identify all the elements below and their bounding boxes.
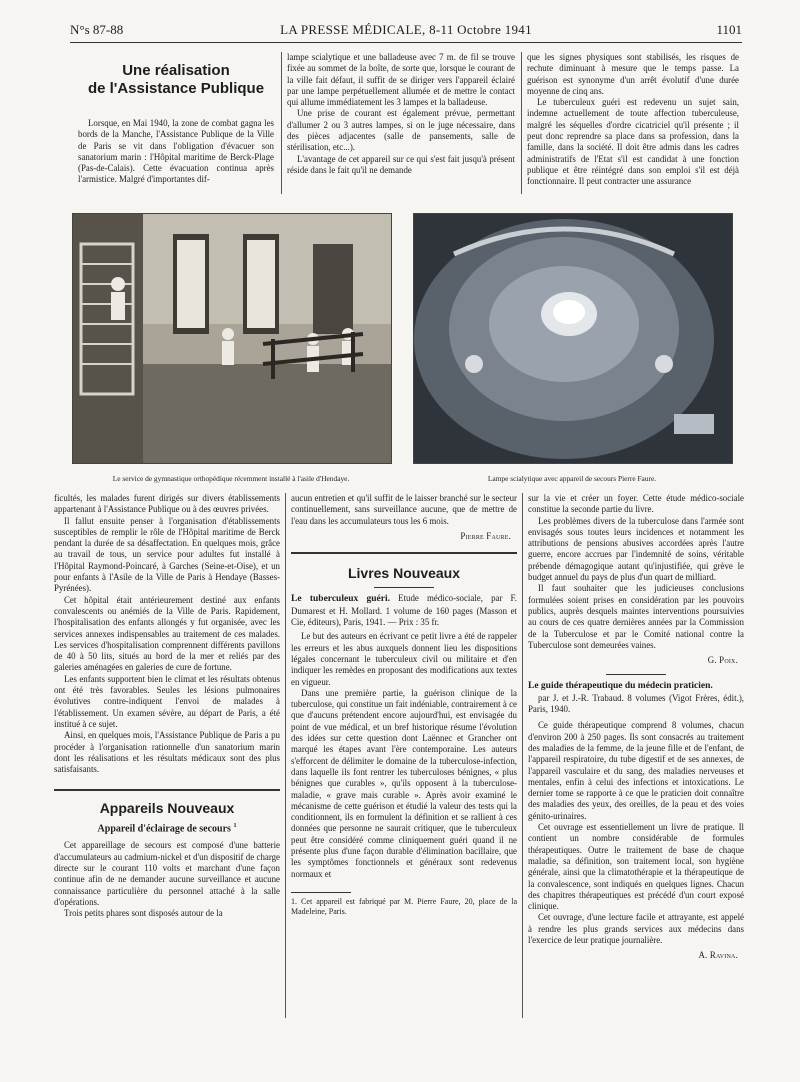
gymnasium-photo bbox=[72, 213, 392, 464]
gymnasium-caption: Le service de gymnastique orthopédique récemment installé à l'asile d'Hendaye. bbox=[112, 474, 350, 483]
title-underline bbox=[374, 587, 434, 588]
journal-title-date: LA PRESSE MÉDICALE, 8-11 Octobre 1941 bbox=[280, 22, 532, 37]
paragraph: Trois petits phares sont disposés autour de la bbox=[64, 908, 223, 919]
header-rule bbox=[70, 42, 742, 43]
subtitle-text: Appareil d'éclairage de secours bbox=[97, 823, 231, 835]
article-assistance-publique-top bbox=[78, 62, 274, 186]
footnote-marker: 1 bbox=[233, 822, 237, 829]
column-divider bbox=[522, 493, 523, 1018]
book-title-guide: Le guide thérapeutique du médecin praticien. bbox=[528, 681, 713, 692]
section-rule bbox=[54, 789, 280, 791]
paragraph: Il faut souhaiter que les judicieuses conclusions formulées soient prises en considération par les pouvoirs publics, auprès desquels maintes interventions poursuivies au cours de ces quatre dernières années par la Commission de la Tuberculose et par le Comité national contre la Tuberculose sont demeurées vaines. bbox=[528, 583, 744, 650]
paragraph: Cet ouvrage, d'une lecture facile et attrayante, est appelé à rendre les plus grands services aux médecins dans l'exercice de leur pratique journalière. bbox=[528, 912, 744, 945]
page-header bbox=[70, 22, 742, 40]
column-divider bbox=[521, 52, 522, 194]
paragraph: Lorsque, en Mai 1940, la zone de combat gagna les bords de la Manche, l'Assistance Publique de la Ville de Paris se vit dans l'obligation d'évacuer son sanatorium marin : l'Hôpital maritime de Berck-Plage (Pas-de-Calais). Cette évacuation continua après l'armistice. Malgré d'importantes dif- bbox=[78, 118, 274, 185]
paragraph: Une prise de courant est également prévue, permettant d'allumer 2 ou 3 autres lampes, si on le juge nécessaire, dans des pièces adjacentes (salle de pansements, salle de stérilisation, etc...). bbox=[287, 108, 515, 153]
lamp-illustration bbox=[414, 214, 732, 463]
paragraph: Le but des auteurs en écrivant ce petit livre a été de rappeler les erreurs et les abus auxquels donnent lieu les dispositions légales concernant le tuberculeux civil ou militaire et d'en indiquer les remèdes en proposant des modifications aux textes en vigueur. bbox=[291, 631, 517, 687]
footnote: 1. Cet appareil est fabriqué par M. Pierre Faure, 20, place de la Madeleine, Paris. bbox=[291, 896, 517, 916]
book-reference: Etude médico-sociale, par F. Dumarest et H. Mollard. 1 volume de 160 pages (Masson et Cie, éditeurs), Paris, 1941. — Prix : 35 fr. bbox=[291, 593, 517, 628]
paragraph: Les enfants supportent bien le climat et les résultats obtenus ont été très favorables. Seules les lésions pulmonaires évolutives contre-indiquent l'envoi de malades à l'établissement. Un examen sévère, au départ de Paris, a été institué à ce sujet. bbox=[54, 673, 280, 729]
paragraph: Cet hôpital était antérieurement destiné aux enfants convalescents ou anémiés de la Ville de Paris. Rapidement, l'hospitalisation des enfants allongés y fut organisée, avec les services annexes indispensables au traitement de ces malades. Les services d'hospitalisation comprennent différents pavillons de 40 à 50 lits, situés au bord de la mer et reliés par des galeries aménagées en galeries de cure de fortune. bbox=[54, 594, 280, 673]
paragraph: aucun entretien et qu'il suffit de le laisser branché sur le secteur continuellement, sans surveillance aucune, que de mettre de l'eau dans les accumulateurs tous les 6 mois. bbox=[291, 493, 517, 526]
livres-nouveaux-title: Livres Nouveaux bbox=[347, 565, 461, 582]
emergency-light-subtitle bbox=[54, 821, 280, 835]
article-assistance-publique-bottom bbox=[54, 493, 280, 919]
paragraph: Ce guide thérapeutique comprend 8 volumes, chacun d'environ 200 à 250 pages. Ils sont consacrés au traitement des maladies de la femme, de la jeune fille et de l'enfant, de l'appareil respiratoire, du tube digestif et de ses annexes, de l'appareil vasculaire et du sang, des maladies nerveuses et mentales, enfin à celui des infections et intoxications. Le dernier tome se rapporte à ce que le praticien doit connaître des maladies des yeux, des oreilles, de la peau et des voies génito-urinaires. bbox=[528, 720, 744, 821]
lamp-caption: Lampe scialytique avec appareil de secours Pierre Faure. bbox=[487, 474, 657, 483]
paragraph: Ainsi, en quelques mois, l'Assistance Publique de Paris a pu procéder à l'organisation rationnelle d'un sanatorium marin dont les réalisations et les résultats médicaux sont des plus satisfaisants. bbox=[54, 730, 280, 775]
section-rule bbox=[606, 674, 666, 675]
appareils-nouveaux-title: Appareils Nouveaux bbox=[99, 800, 235, 817]
article-title-line1: Une réalisation bbox=[122, 62, 230, 79]
page-number: 1101 bbox=[716, 22, 742, 37]
paragraph: Cet ouvrage est essentiellement un livre de pratique. Il contient un nombre considérable de formules thérapeutiques. Outre le traitement de base de chaque maladie, sa définition, son traitement local, son hygiène générale, ainsi que la climatothérapie et la thérapeutique de la convalescence, sont indiqués en quelques lignes. Chacun des chapitres thérapeutiques est précédé d'un court exposé clinique. bbox=[528, 822, 744, 912]
paragraph: Cet appareillage de secours est composé d'une batterie d'accumulateurs au cadmium-nickel et d'un dispositif de charge directe sur le courant 110 volts et marchant d'une façon continue afin de ne demander aucune surveillance et aucune connaissance particulière du personnel attaché à la salle d'opérations. bbox=[54, 840, 280, 907]
signature-poix: G. Poix. bbox=[707, 655, 738, 666]
books-review-continuation bbox=[528, 493, 744, 962]
column-divider bbox=[285, 493, 286, 1018]
column-divider bbox=[281, 52, 282, 194]
paragraph: que les signes physiques sont stabilisés, les risques de rechute diminuant à mesure que le temps passe. La guérison est synonyme d'un arrêt évolutif d'une durée moyenne de cinq ans. bbox=[527, 52, 739, 96]
paragraph: Les problèmes divers de la tuberculose dans l'armée sont envisagés sous toutes leurs incidences et notamment les attributions de pensions abusives accordées après l'autre guerre, encore accrues par l'indemnité de soins, véritable prébende démagogique autant qu'injustifiée, qui grève le budget annuel du pays de plus d'un quart de milliard. bbox=[528, 515, 744, 583]
section-rule bbox=[291, 552, 517, 554]
book-title-tuberculeux: Le tuberculeux guéri. bbox=[291, 594, 391, 605]
scialytic-lamp-photo bbox=[413, 213, 733, 464]
emergency-light-continuation bbox=[287, 52, 515, 176]
paragraph: sur la vie et créer un foyer. Cette étude médico-sociale constitue la seconde partie du livre. bbox=[528, 493, 744, 515]
emergency-light-and-books bbox=[291, 493, 517, 917]
paragraph: L'avantage de cet appareil sur ce qui s'est fait jusqu'à présent réside dans le fait qu'il ne demande bbox=[287, 153, 515, 175]
signature-faure: Pierre Faure. bbox=[460, 530, 511, 541]
article-title bbox=[78, 62, 274, 98]
article-title-line2: de l'Assistance Publique bbox=[87, 80, 265, 97]
gymnasium-illustration bbox=[73, 214, 391, 463]
paragraph: lampe scialytique et une balladeuse avec 7 m. de fil se trouve fixée au sommet de la boîte, de sorte que, lorsque le courant de la ville fait défaut, il suffit de se diriger vers l'appareil éclairé par une lampe perpétuellement allumée et de mettre le contact qui allume immédiatement les 3 lampes et la balladeuse. bbox=[287, 52, 515, 108]
paragraph: Il fallut ensuite penser à l'organisation d'établissements susceptibles de remplir le rôle de l'Hôpital maritime de Berck pendant la durée de sa désaffectation. En quelques mois, grâce au travail de tous, un service pour adultes fut installé à l'Hôpital Raymond-Poincaré, à Garches (Seine-et-Oise), et un pour enfants à l'Asile de la Ville de Paris à Hendaye (Basses-Pyrénées). bbox=[54, 515, 280, 594]
footnote-rule bbox=[291, 892, 351, 893]
paragraph: ficultés, les malades furent dirigés sur divers établissements appartenant à l'Assistance Publique ou à des œuvres privées. bbox=[54, 493, 280, 515]
signature-ravina: A. Ravina. bbox=[698, 950, 738, 961]
paragraph: Le tuberculeux guéri est redevenu un sujet sain, indemne actuellement de toute affection tuberculeuse, malgré les séquelles d'ordre cicatriciel qu'il présente ; il peut donc reprendre sa place dans sa profession, dans la famille, dans la société. Il doit être admis dans les cadres administratifs de l'Etat s'il est candidat à une fonction publique et être réintégré dans son emploi s'il est déjà fonctionnaire. Il peut contracter une assurance bbox=[527, 97, 739, 187]
tuberculosis-review-continuation bbox=[527, 52, 739, 188]
paragraph: Dans une première partie, la guérison clinique de la tuberculose, qui constitue un fait indéniable, contrairement à ce que d'aucuns prétendent encore aujourd'hui, est envisagée du point de vue médical, et un bref historique résume l'évolution des idées sur cette question dont Laënnec et Grancher ont marqué les étapes avant l'ère contemporaine. Les auteurs s'efforcent de délimiter le domaine de la tuberculose-infection, dans laquelle ils font rentrer les tuberculoses bénignes, « plus bénignes que curables », qu'ils opposent à la tuberculose-maladie, « grave mais curable ». Après avoir examiné le mécanisme de cette guérison et étudié la valeur des tests qui la conditionnent, ils en formulent la définition et se rallient à ces données que personne ne saurait critiquer, que le tuberculeux peut être considéré comme cliniquement guéri quand il ne présente plus d'une façon durable d'élimination bacillaire, que les symptômes fonctionnels et généraux sont redevenus normaux et bbox=[291, 687, 517, 879]
issue-number: N°s 87-88 bbox=[70, 22, 124, 37]
book-reference: par J. et J.-R. Trabaud. 8 volumes (Vigot Frères, édit.), Paris, 1940. bbox=[528, 692, 744, 715]
